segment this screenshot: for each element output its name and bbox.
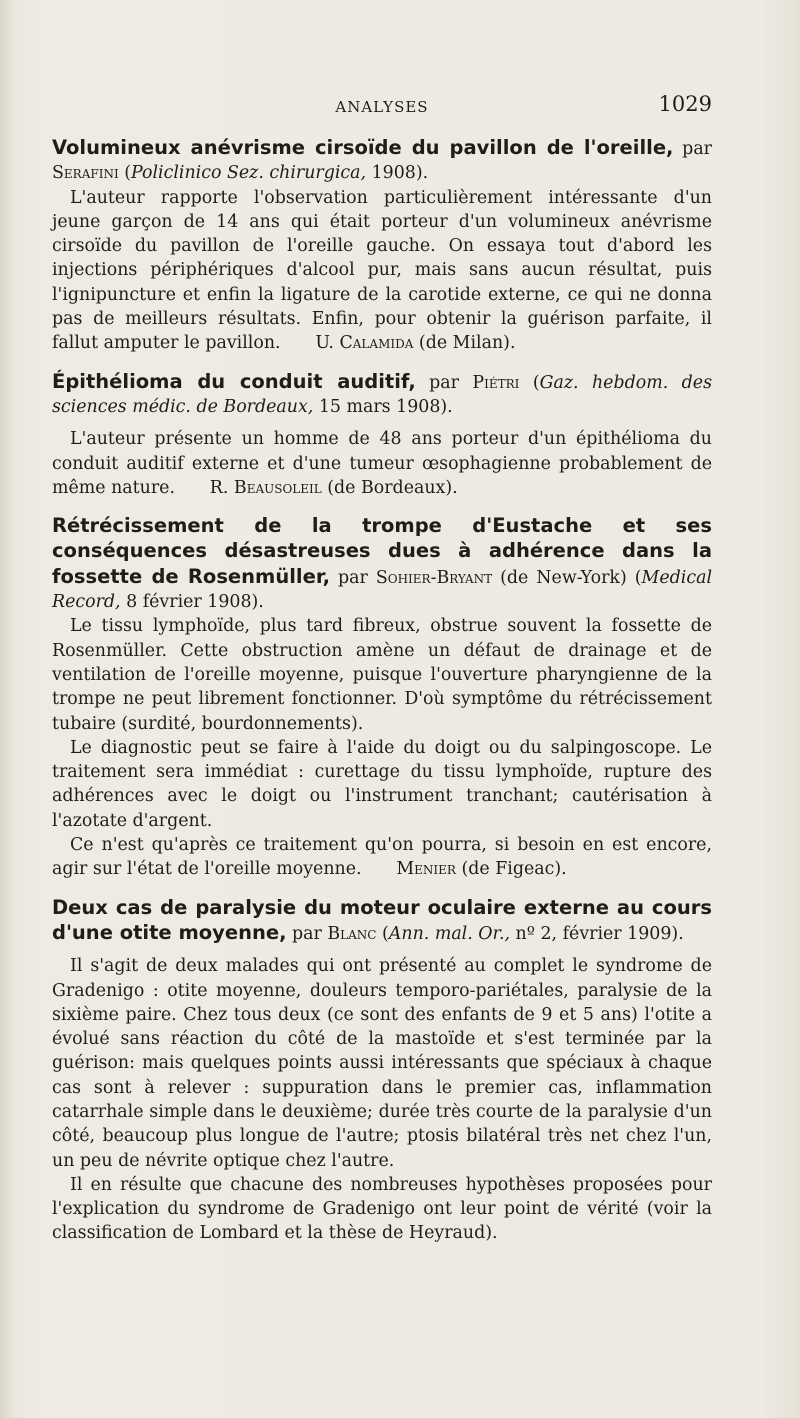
- signature-place: (de Bordeaux).: [321, 477, 458, 498]
- article-title: Épithélioma du conduit auditif,: [52, 369, 416, 393]
- byline-par: par: [330, 567, 376, 588]
- article-author: Serafini: [52, 163, 119, 184]
- source-rest: 15 mars 1908).: [313, 396, 453, 417]
- page-number: 1029: [658, 92, 712, 116]
- article-paragraph: Il s'agit de deux malades qui ont présenté au complet le syndrome de Gradenigo : otite moyenne, douleurs temporo-pariétales, paralysie de la sixième paire. Chez tous deux (ce sont des enfants de 9 et 5 ans) l'otite a évolué sans réaction du côté de la mastoïde et s'est terminée par la guérison: mais quelques points aussi intéressants que spéciaux à chaque cas sont à relever : suppuration dans le premier cas, inflammation catarrhale simple dans le deuxième; durée très courte de la paralysie d'un côté, beaucoup plus longue de l'autre; ptosis bilatéral très net chez l'un, un peu de névrite optique chez l'autre.: [52, 956, 712, 1171]
- paragraph-text: L'auteur rapporte l'observation particulièrement intéressante d'un jeune garçon de 14 ans qui était porteur d'un volumineux anévrisme cirsoïde du pavillon de l'oreille gauche. On essaya tout d'abord les injections périphériques d'alcool pur, mais sans aucun résultat, puis l'ignipuncture et enfin la ligature de la carotide externe, ce qui ne donna pas de meilleurs résultats. Enfin, pour obtenir la guérison parfaite, il fallut amputer le pavillon.: [52, 187, 712, 354]
- article-source: Gaz. hebdom. des sciences médic. de Bordeaux,: [52, 372, 712, 417]
- source-rest: nº 2, février 1909).: [510, 923, 684, 944]
- article-pietri: [52, 370, 712, 500]
- article-title: Volumineux anévrisme cirsoïde du pavillon de l'oreille,: [52, 136, 674, 159]
- article-heading: [52, 514, 712, 614]
- source-open: (: [519, 372, 540, 393]
- byline-par: par: [286, 923, 328, 944]
- signature: U. Calamida: [315, 333, 414, 354]
- source-open: (: [118, 163, 132, 184]
- article-source: Ann. mal. Or.,: [388, 923, 511, 944]
- article-sohier-bryant: [52, 514, 712, 881]
- signature-place: (de Milan).: [413, 333, 516, 354]
- article-paragraph: [52, 833, 712, 882]
- source-open: (de New-York) (: [492, 567, 642, 588]
- signature-place: (de Figeac).: [455, 859, 567, 880]
- article-author: Piétri: [472, 372, 520, 393]
- article-paragraph: Le diagnostic peut se faire à l'aide du doigt ou du salpingoscope. Le traitement sera immédiat : curettage du tissu lymphoïde, rupture des adhérences avec le doigt ou l'instrument tranchant; cautérisation à l'azotate d'argent.: [52, 737, 712, 831]
- byline-par: par: [415, 372, 473, 393]
- paragraph-text: L'auteur présente un homme de 48 ans porteur d'un épithélioma du conduit auditif externe et d'une tumeur œsophagienne probablement de même nature.: [52, 429, 712, 498]
- paragraph-text: Ce n'est qu'après ce traitement qu'on pourra, si besoin en est encore, agir sur l'état de l'oreille moyenne.: [52, 835, 712, 880]
- article-source: Policlinico Sez. chirurgica,: [131, 163, 367, 184]
- article-paragraph: Le tissu lymphoïde, plus tard fibreux, obstrue souvent la fossette de Rosenmüller. Cette obstruction amène un défaut de drainage et de ventilation de l'oreille moyenne, puisque l'ouverture pharyngienne de la trompe ne peut librement fonctionner. D'où symptôme du rétrécissement tubaire (surdité, bourdonnements).: [52, 616, 712, 734]
- signature: Menier: [396, 859, 456, 880]
- article-paragraph: [52, 427, 712, 500]
- source-open: (: [376, 923, 389, 944]
- article-heading: [52, 370, 712, 420]
- source-rest: 8 février 1908).: [120, 592, 264, 613]
- article-paragraph: Il en résulte que chacune des nombreuses hypothèses proposées pour l'explication du syndrome de Gradenigo ont leur point de vérité (voir la classification de Lombard et la thèse de Heyraud).: [52, 1174, 712, 1244]
- article-heading: [52, 136, 712, 186]
- article-title: Rétrécissement de la trompe d'Eustache et ses conséquences désastreuses dues à adhérence dans la fossette de Rosenmüller,: [52, 514, 712, 588]
- article-blanc: [52, 896, 712, 1246]
- page-content: [52, 136, 712, 1260]
- signature: R. Beausoleil: [209, 477, 322, 498]
- page-header: [52, 92, 712, 120]
- article-title: Deux cas de paralysie du moteur oculaire externe au cours d'une otite moyenne,: [52, 895, 712, 944]
- running-title: ANALYSES: [335, 98, 429, 116]
- article-serafini: [52, 136, 712, 356]
- article-author: Blanc: [327, 923, 377, 944]
- article-heading: [52, 896, 712, 947]
- article-paragraph: [52, 186, 712, 356]
- article-source: Medical Record,: [52, 567, 713, 613]
- article-author: Sohier-Bryant: [375, 567, 493, 588]
- byline-par: par: [673, 139, 713, 159]
- source-rest: 1908).: [366, 163, 429, 184]
